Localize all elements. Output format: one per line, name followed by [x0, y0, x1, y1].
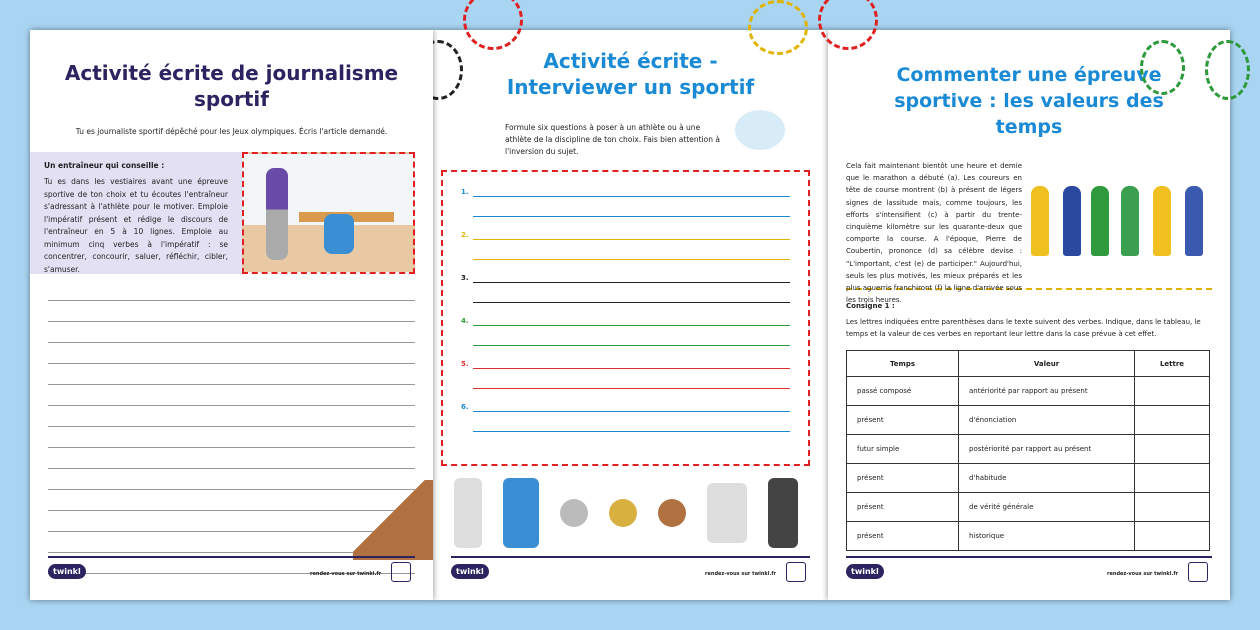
instruction-box: [30, 152, 433, 274]
table-row: [847, 435, 1210, 464]
consigne-text: Les lettres indiquées entre parenthèses dans le texte suivent des verbes. Indique, dans le tableau, le temps et la valeur de ces verbes en reportant leur lettre dans la case prévue à cet effet.: [846, 318, 1201, 338]
badge-icon: [1188, 562, 1208, 582]
lightbulb-icon: [735, 110, 785, 150]
marathon-runners-illustration: [1027, 186, 1212, 276]
table-cell: de vérité générale: [959, 493, 1135, 522]
table-cell: d'habitude: [959, 464, 1135, 493]
page-valeurs-temps: [828, 30, 1230, 600]
question-line[interactable]: 3.: [461, 272, 790, 315]
table-cell: présent: [847, 406, 959, 435]
table-row: [847, 493, 1210, 522]
microphone-illustration: [353, 480, 433, 560]
question-line[interactable]: 1.: [461, 186, 790, 229]
table-cell: antériorité par rapport au présent: [959, 377, 1135, 406]
locker-room-illustration: [242, 152, 415, 274]
table-cell: futur simple: [847, 435, 959, 464]
question-line[interactable]: 2.: [461, 229, 790, 272]
question-line[interactable]: 6.: [461, 401, 790, 444]
question-line[interactable]: 5.: [461, 358, 790, 401]
verb-table: Temps Valeur Lettre passé composé antériorité par rapport au présent présent d'énonciation futur simple postériorité par rapport au présent présent d'habitude présent de vérité générale présent historique: [846, 350, 1210, 551]
table-cell: passé composé: [847, 377, 959, 406]
page-interview: [433, 30, 828, 600]
olympic-ring-icon: [1205, 40, 1250, 100]
footer: twinkl rendez-vous sur twinkl.fr: [451, 556, 810, 586]
table-row: [847, 377, 1210, 406]
box-heading: Un entraîneur qui conseille :: [44, 161, 165, 170]
badge-icon: [391, 562, 411, 582]
olympic-ring-icon: [748, 0, 808, 55]
page-title: Activité écrite de journalisme sportif: [64, 61, 399, 111]
table-cell: historique: [959, 522, 1135, 551]
page-title: Activité écrite - Interviewer un sportif: [506, 49, 755, 99]
table-row: [847, 464, 1210, 493]
page-journalisme: [30, 30, 433, 600]
table-cell: postériorité par rapport au présent: [959, 435, 1135, 464]
letter-cell[interactable]: [1135, 435, 1210, 464]
question-line[interactable]: 4.: [461, 315, 790, 358]
questions-box: [441, 170, 810, 466]
olympic-ring-icon: [1140, 40, 1185, 95]
table-cell: présent: [847, 493, 959, 522]
letter-cell[interactable]: [1135, 464, 1210, 493]
letter-cell[interactable]: [1135, 522, 1210, 551]
marathon-text: Cela fait maintenant bientôt une heure et demie que le marathon a débuté (a). Les coureurs en tête de course montrent (b) à présent de légers signes de lassitude mais, comme toujours, les efforts s'intensifient (c) à partir du trente-cinquième kilomètre sur les quarante-deux que comporte la course. A l'époque, Pierre de Coubertin, prononce (d) sa célèbre devise : "L'important, c'est (e) de participer." Aujourd'hui, seuls les plus motivés, les mieux préparés et les plus aguerris franchiront (f) la ligne d'arrivée sous les trois heures.: [846, 162, 1022, 305]
letter-cell[interactable]: [1135, 406, 1210, 435]
box-text: Tu es dans les vestiaires avant une épreuve sportive de ton choix et tu écoutes l'entraîneur s'adressant à l'athlète pour le motiver. Emploie l'impératif présent et rédige le discours de l'entraîneur en 5 à 10 lignes. Emploie au minimum cinq verbes à l'impératif : se concentrer, concourir, saluer, réfléchir, cibler, s'amuser.: [44, 177, 228, 274]
table-row: [847, 522, 1210, 551]
footer: twinkl rendez-vous sur twinkl.fr: [846, 556, 1212, 586]
intro-text: Tu es journaliste sportif dépêché pour les Jeux olympiques. Écris l'article demandé.: [75, 127, 388, 136]
letter-cell[interactable]: [1135, 377, 1210, 406]
sports-illustration: [443, 470, 808, 555]
olympic-ring-icon: [463, 0, 523, 50]
table-row: [847, 406, 1210, 435]
page-title: Commenter une épreuve sportive : les valeurs des temps: [894, 64, 1164, 138]
twinkl-logo: twinkl: [48, 564, 86, 579]
consigne-heading: Consigne 1 :: [846, 302, 895, 310]
table-cell: d'énonciation: [959, 406, 1135, 435]
table-cell: présent: [847, 522, 959, 551]
footer: twinkl rendez-vous sur twinkl.fr: [48, 556, 415, 586]
table-cell: présent: [847, 464, 959, 493]
intro-text: Formule six questions à poser à un athlète ou à une athlète de la discipline de ton choix. Fais bien attention à l'inversion du sujet.: [505, 123, 720, 156]
badge-icon: [786, 562, 806, 582]
letter-cell[interactable]: [1135, 493, 1210, 522]
twinkl-logo: twinkl: [846, 564, 884, 579]
twinkl-logo: twinkl: [451, 564, 489, 579]
